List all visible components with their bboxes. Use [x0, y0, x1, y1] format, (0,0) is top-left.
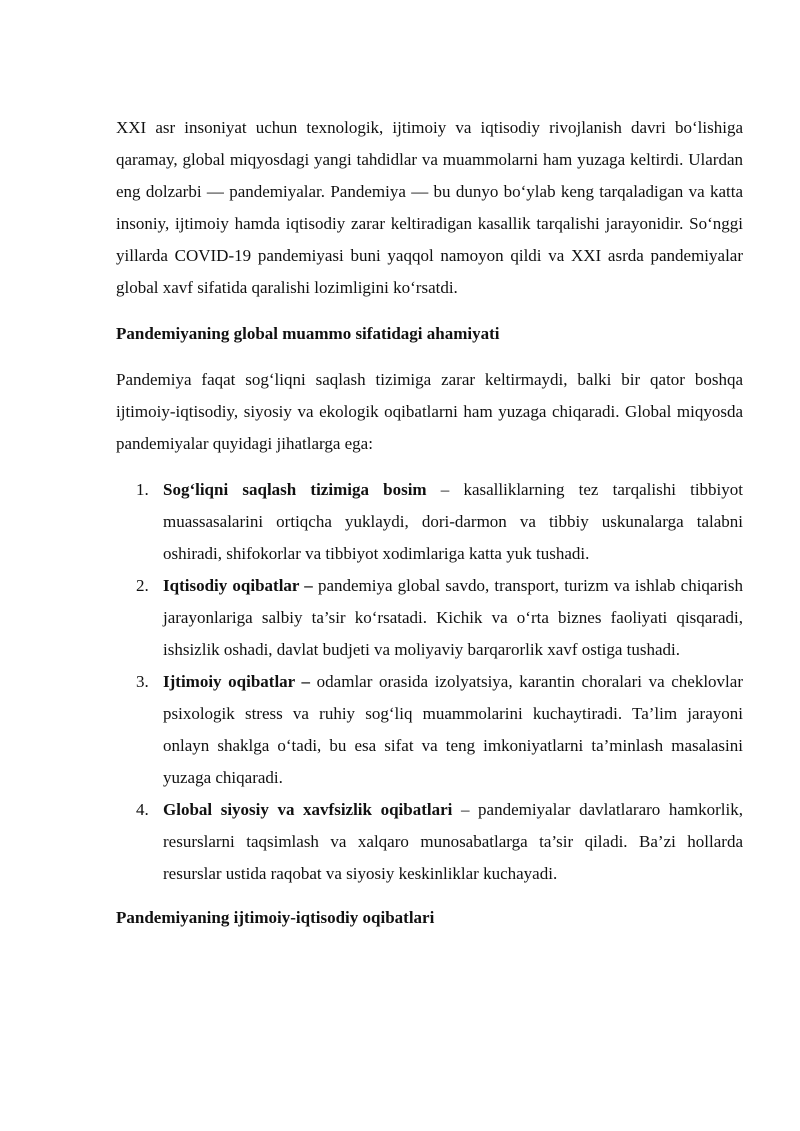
list-item-text: – pandemiyalar davlatlararo hamkorlik, resurslarni taqsimlash va xalqaro munosabatlarga ta’sir qiladi. Ba’zi hollarda resurslar ustida raqobat va siyosiy keskinliklar kuchayadi. — [163, 800, 743, 883]
numbered-list — [116, 474, 743, 890]
list-item — [116, 570, 743, 666]
list-item-text: odamlar orasida izolyatsiya, karantin choralari va cheklovlar psixologik stress va ruhiy sog‘liq muammolarini kuchaytiradi. Ta’lim jarayoni onlayn shaklga o‘tadi, bu esa sifat va teng imkoniyatlarni ta’minlash masalasini yuzaga chiqaradi. — [163, 672, 743, 787]
section-paragraph: Pandemiya faqat sog‘liqni saqlash tizimiga zarar keltirmaydi, balki bir qator boshqa ijtimoiy-iqtisodiy, siyosiy va ekologik oqibatlarni ham yuzaga chiqaradi. Global miqyosda pandemiyalar quyidagi jihatlarga ega: — [116, 370, 743, 453]
list-item — [116, 794, 743, 890]
list-item-number: 4. — [136, 800, 149, 819]
list-item-term: Sog‘liqni saqlash tizimiga bosim — [163, 480, 427, 499]
list-item-term: Global siyosiy va xavfsizlik oqibatlari — [163, 800, 453, 819]
document-body — [116, 112, 743, 934]
list-item-text: pandemiya global savdo, transport, turizm va ishlab chiqarish jarayonlariga salbiy ta’sir ko‘rsatadi. Kichik va o‘rta biznes faoliyati qisqaradi, ishsizlik oshadi, davlat budjeti va moliyaviy barqarorlik xavf ostiga tushadi. — [163, 576, 743, 659]
list-item-text: – kasalliklarning tez tarqalishi tibbiyot muassasalarini ortiqcha yuklaydi, dori-darmon va tibbiy uskunalarga talabni oshiradi, shifokorlar va tibbiyot xodimlariga katta yuk tushadi. — [163, 480, 743, 563]
list-item-term: Iqtisodiy oqibatlar – — [163, 576, 313, 595]
list-item-number: 3. — [136, 672, 149, 691]
section-heading-socioeconomic: Pandemiyaning ijtimoiy-iqtisodiy oqibatlari — [116, 908, 435, 927]
list-item-number: 1. — [136, 480, 149, 499]
list-item-term: Ijtimoiy oqibatlar – — [163, 672, 311, 691]
list-item — [116, 474, 743, 570]
section-heading-global-importance: Pandemiyaning global muammo sifatidagi ahamiyati — [116, 324, 500, 343]
list-item — [116, 666, 743, 794]
list-item-number: 2. — [136, 576, 149, 595]
intro-paragraph: XXI asr insoniyat uchun texnologik, ijtimoiy va iqtisodiy rivojlanish davri bo‘lishiga qaramay, global miqyosdagi yangi tahdidlar va muammolarni ham yuzaga keltirdi. Ulardan eng dolzarbi — pandemiyalar. Pandemiya — bu dunyo bo‘ylab keng tarqaladigan va katta insoniy, ijtimoiy hamda iqtisodiy zarar keltiradigan kasallik tarqalishi jarayonidir. So‘nggi yillarda COVID-19 pandemiyasi buni yaqqol namoyon qildi va XXI asrda pandemiyalar global xavf sifatida qaralishi lozimligini ko‘rsatdi. — [116, 118, 743, 297]
